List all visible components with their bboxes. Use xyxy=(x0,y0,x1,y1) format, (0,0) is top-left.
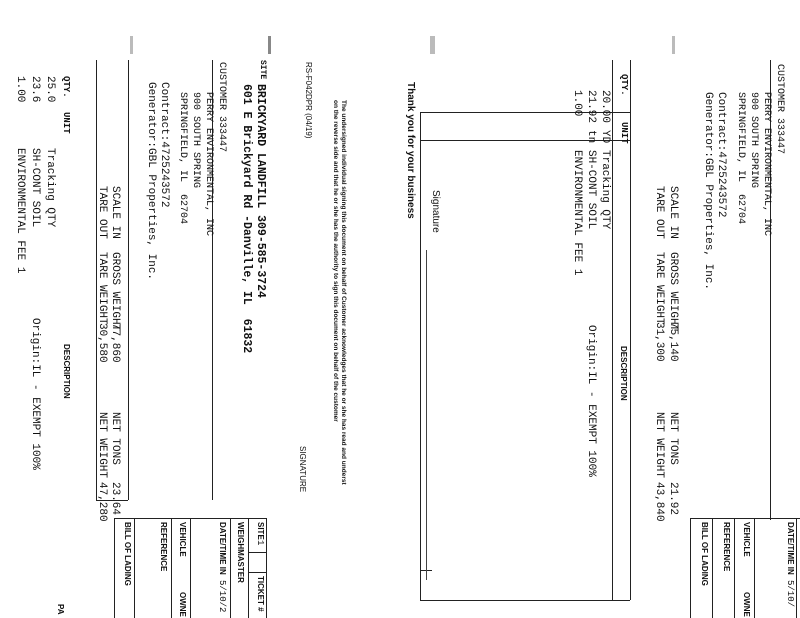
right-origin: Origin:IL - EXEMPT 100% xyxy=(585,325,597,477)
right-qty-1: 20.00 xyxy=(599,90,611,124)
right-scale-out: TARE OUT TARE WEIGHT xyxy=(653,186,665,325)
left-generator: Generator:GBL Properties, Inc. xyxy=(145,82,157,281)
left-legal-line-2: on the reverse side and that he or she has the authority to sign this document on behalf of the customer xyxy=(332,100,339,422)
right-box-line xyxy=(612,60,613,600)
left-customer-name: PERRY ENVIRONMENTAL, INC xyxy=(203,92,214,237)
form-line xyxy=(266,518,267,618)
form-line xyxy=(754,518,755,618)
right-signature-label: Signature xyxy=(430,190,441,233)
right-unit-2: tn xyxy=(585,130,597,144)
left-scale-in: SCALE IN GROSS WEIGHT xyxy=(109,186,121,332)
left-form-site-label: SITE xyxy=(256,522,265,540)
left-form-page-label: PA xyxy=(56,604,65,615)
left-box-line xyxy=(128,60,129,500)
form-line xyxy=(230,518,231,618)
right-qty-header: QTY. xyxy=(619,74,629,96)
right-form-owner: OWNE xyxy=(742,592,751,617)
left-item-2: SH-CONT SOIL xyxy=(29,148,41,228)
left-net-tons: 23.64 xyxy=(109,482,121,516)
right-scale-in: SCALE IN GROSS WEIGHT xyxy=(667,186,679,332)
left-origin: Origin:IL - EXEMPT 100% xyxy=(29,318,41,470)
right-item-2: SH-CONT SOIL xyxy=(585,150,597,230)
left-qty-2: 23.6 xyxy=(29,76,41,103)
right-item-1: Tracking QTY xyxy=(599,150,611,230)
left-form-site-value: 1 xyxy=(255,540,265,546)
right-form-vehicle: VEHICLE xyxy=(742,522,751,557)
scan-mark xyxy=(430,36,435,54)
right-address-1: 900 SOUTH SPRING xyxy=(748,92,759,189)
left-net-tons-label: NET TONS xyxy=(109,412,121,465)
scan-mark xyxy=(672,36,675,54)
left-description-header: DESCRIPTION xyxy=(62,344,71,399)
left-form-weighmaster: WEIGHMASTER xyxy=(236,522,245,583)
signature-line xyxy=(426,250,427,580)
thank-you-text: Thank you for your business xyxy=(405,82,416,219)
right-net-tons: 21.92 xyxy=(667,482,679,516)
form-line xyxy=(796,518,797,618)
left-form-vehicle: VEHICLE xyxy=(178,522,187,557)
left-site-address: 601 E Brickyard Rd -Danville, IL 61832 xyxy=(240,84,253,354)
right-form-datetime-in: DATE/TIME IN xyxy=(786,522,795,575)
left-contract: Contract:4725243572 xyxy=(158,82,170,208)
right-net-weight-label: NET WEIGHT xyxy=(653,412,665,479)
right-customer-name: PERRY ENVIRONMENTAL, INC xyxy=(761,92,772,237)
left-address-1: 900 SOUTH SPRING xyxy=(190,92,201,189)
left-address-2: SPRINGFIELD, IL 62704 xyxy=(177,92,188,225)
left-qty-3: 1.00 xyxy=(14,76,26,103)
left-form-code: RS-F042DPR (04/19) xyxy=(304,62,313,139)
right-form-reference: REFERENCE xyxy=(722,522,731,572)
left-item-3: ENVIRONMENTAL FEE 1 xyxy=(14,148,26,274)
left-form-bill-of-lading: BILL OF LADING xyxy=(123,522,132,586)
right-gross-weight: 75,140 xyxy=(667,322,679,362)
right-box-line xyxy=(420,600,630,601)
form-line xyxy=(690,518,800,519)
left-legal-line-1: The undersigned individual signing this document on behalf of Customer acknowledges that he or she has read and underst xyxy=(340,100,347,485)
left-site-label: SITE xyxy=(258,60,267,80)
right-generator: Generator:GBL Properties, Inc. xyxy=(702,92,714,291)
left-form-reference: REFERENCE xyxy=(159,522,168,572)
scan-mark xyxy=(268,36,271,54)
form-line xyxy=(734,518,735,618)
form-line xyxy=(171,518,172,618)
left-tare-weight: 30,580 xyxy=(96,323,108,363)
left-net-weight-label: NET WEIGHT xyxy=(96,412,108,479)
scan-mark xyxy=(130,36,133,54)
right-customer: CUSTOMER 333447 xyxy=(774,64,785,155)
left-form-datetime-in: DATE/TIME IN xyxy=(218,522,227,575)
left-net-weight: 47,280 xyxy=(96,482,108,522)
left-signature-label: SIGNATURE xyxy=(298,446,307,493)
left-customer: CUSTOMER 333447 xyxy=(216,62,227,153)
form-line xyxy=(190,518,191,618)
form-line xyxy=(248,518,249,618)
form-line xyxy=(248,572,266,573)
form-line xyxy=(134,518,135,618)
left-qty-1: 25.0 xyxy=(44,76,56,103)
left-qty-header: QTY. xyxy=(61,76,71,98)
left-unit-header: UNIT xyxy=(61,112,71,134)
right-tare-weight: 31,300 xyxy=(653,322,665,362)
right-net-weight: 43,840 xyxy=(653,482,665,522)
left-form-owner: OWNE xyxy=(178,592,187,617)
right-box-line xyxy=(420,112,421,600)
left-item-1: Tracking QTY xyxy=(44,148,56,228)
left-site-name: BRICKYARD LANDFILL 309-585-3724 xyxy=(254,84,267,298)
form-line xyxy=(114,518,115,618)
right-description-header: DESCRIPTION xyxy=(619,346,628,401)
form-line xyxy=(712,518,713,618)
right-form-datetime-value: 5/10/ xyxy=(785,580,795,608)
form-line xyxy=(690,518,691,618)
right-unit-1: YD xyxy=(599,130,611,144)
right-address-2: SPRINGFIELD, IL 62704 xyxy=(735,92,746,225)
right-unit-header: UNIT xyxy=(619,122,629,144)
right-contract: Contract:4725243572 xyxy=(715,92,727,218)
right-form-bill-of-lading: BILL OF LADING xyxy=(700,522,709,586)
right-box-line xyxy=(630,60,631,600)
right-qty-2: 21.92 xyxy=(585,90,597,124)
left-form-datetime-value: 5/10/2 xyxy=(217,580,227,613)
right-qty-3: 1.00 xyxy=(571,90,583,117)
right-net-tons-label: NET TONS xyxy=(667,412,679,465)
right-item-3: ENVIRONMENTAL FEE 1 xyxy=(571,150,583,276)
left-scale-out: TARE OUT TARE WEIGHT xyxy=(96,186,108,325)
left-gross-weight: 77,860 xyxy=(109,323,121,363)
form-line xyxy=(248,552,266,553)
left-form-ticket-label: TICKET # xyxy=(256,576,265,612)
